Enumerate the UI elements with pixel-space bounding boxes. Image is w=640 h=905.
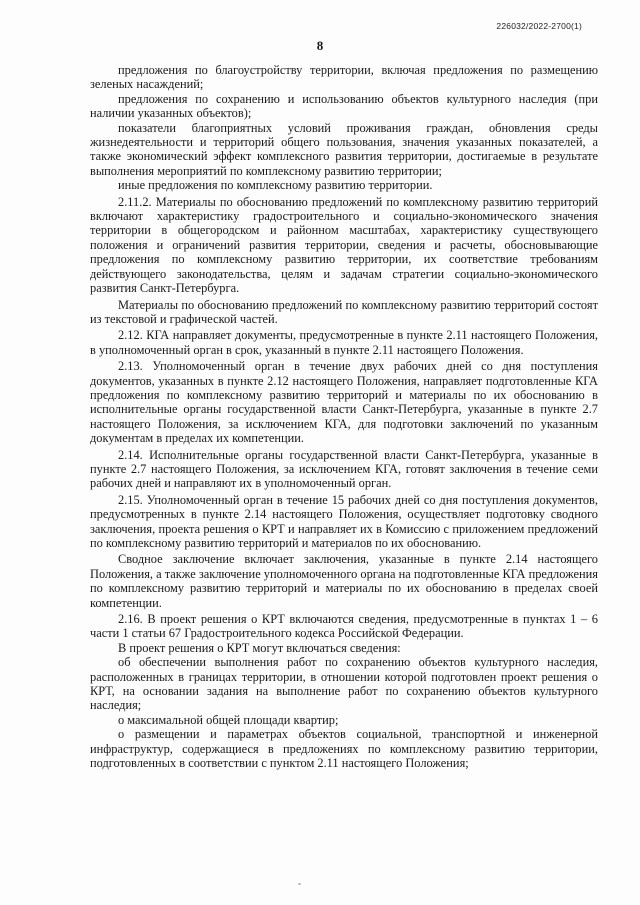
- paragraph: предложения по сохранению и использованию объектов культурного наследия (при наличии указанных объектов);: [90, 91, 598, 121]
- paragraph: В проект решения о КРТ могут включаться сведения:: [118, 640, 401, 655]
- paragraph: о максимальной общей площади квартир;: [118, 712, 339, 727]
- paragraph: 2.14. Исполнительные органы государственной власти Санкт-Петербурга, указанные в пункте 2.7 настоящего Положения, за исключением КГА, готовят заключения в течение семи рабочих дней и направляют их в уполномоченный орган.: [90, 447, 598, 491]
- page-number: 8: [316, 38, 324, 53]
- paragraph: Сводное заключение включает заключения, указанные в пункте 2.14 настоящего Положения, а также заключение уполномоченного органа на подготовленные КГА предложения по комплексному развитию территорий и материалы по их обоснованию в пределах своей компетенции.: [90, 552, 598, 610]
- paragraph: 2.11.2. Материалы по обоснованию предложений по комплексному развитию территорий включают характеристику градостроительного и социально-экономического значения территории в общегородском и районном масштабах, характеристику существующего положения и ограничений развития территории, сведения и расчеты, обосновывающие предложения по комплексному развитию территории, их соответствие требованиям действующего законодательства, целям и задачам стратегии социально-экономического развития Санкт-Петербурга.: [90, 194, 598, 296]
- paragraph: 2.15. Уполномоченный орган в течение 15 рабочих дней со дня поступления документов, предусмотренных в пункте 2.14 настоящего Положения, осуществляет подготовку сводного заключения, проекта решения о КРТ и направляет их в Комиссию с приложением предложений по комплексному развитию территорий и материалов по их обоснованию.: [90, 492, 598, 550]
- document-body: [90, 63, 598, 771]
- paragraph: 2.12. КГА направляет документы, предусмотренные в пункте 2.11 настоящего Положения, в уполномоченный орган в срок, указанный в пункте 2.11 настоящего Положения.: [90, 328, 598, 357]
- paragraph: иные предложения по комплексному развитию территории.: [118, 178, 433, 193]
- paragraph: показатели благоприятных условий проживания граждан, обновления среды жизнедеятельности и территорий общего пользования, значения указанных показателей, а также экономический эффект комплексного развития территории, достигаемые в результате выполнения мероприятий по комплексному развитию территории;: [90, 120, 598, 178]
- document-id: 226032/2022-2700(1): [496, 21, 582, 31]
- paragraph: 2.13. Уполномоченный орган в течение двух рабочих дней со дня поступления документов, указанных в пункте 2.12 настоящего Положения, направляет подготовленные КГА предложения по комплексному развитию территорий и материалы по их обоснованию в исполнительные органы государственной власти Санкт-Петербурга, указанные в пункте 2.7 настоящего Положения, за исключением КГА, для подготовки заключений по указанным документам в пределах их компетенции.: [90, 359, 598, 446]
- paragraph: Материалы по обоснованию предложений по комплексному развитию территорий состоят из текстовой и графической частей.: [90, 297, 598, 326]
- paragraph: 2.16. В проект решения о КРТ включаются сведения, предусмотренные в пунктах 1 – 6 части 1 статьи 67 Градостроительного кодекса Российской Федерации.: [90, 612, 598, 641]
- paragraph: об обеспечении выполнения работ по сохранению объектов культурного наследия, расположенных в границах территории, в отношении которой подготовлен проект решения о КРТ, на основании задания на выполнение работ по сохранению объектов культурного наследия;: [90, 655, 598, 713]
- paragraph: предложения по благоустройству территории, включая предложения по размещению зеленых насаждений;: [90, 63, 598, 92]
- scan-speck: [298, 883, 301, 885]
- paragraph: о размещении и параметрах объектов социальной, транспортной и инженерной инфраструктур, содержащиеся в предложениях по комплексному развитию территории, подготовленных в соответствии с пунктом 2.11 настоящего Положения;: [90, 727, 598, 771]
